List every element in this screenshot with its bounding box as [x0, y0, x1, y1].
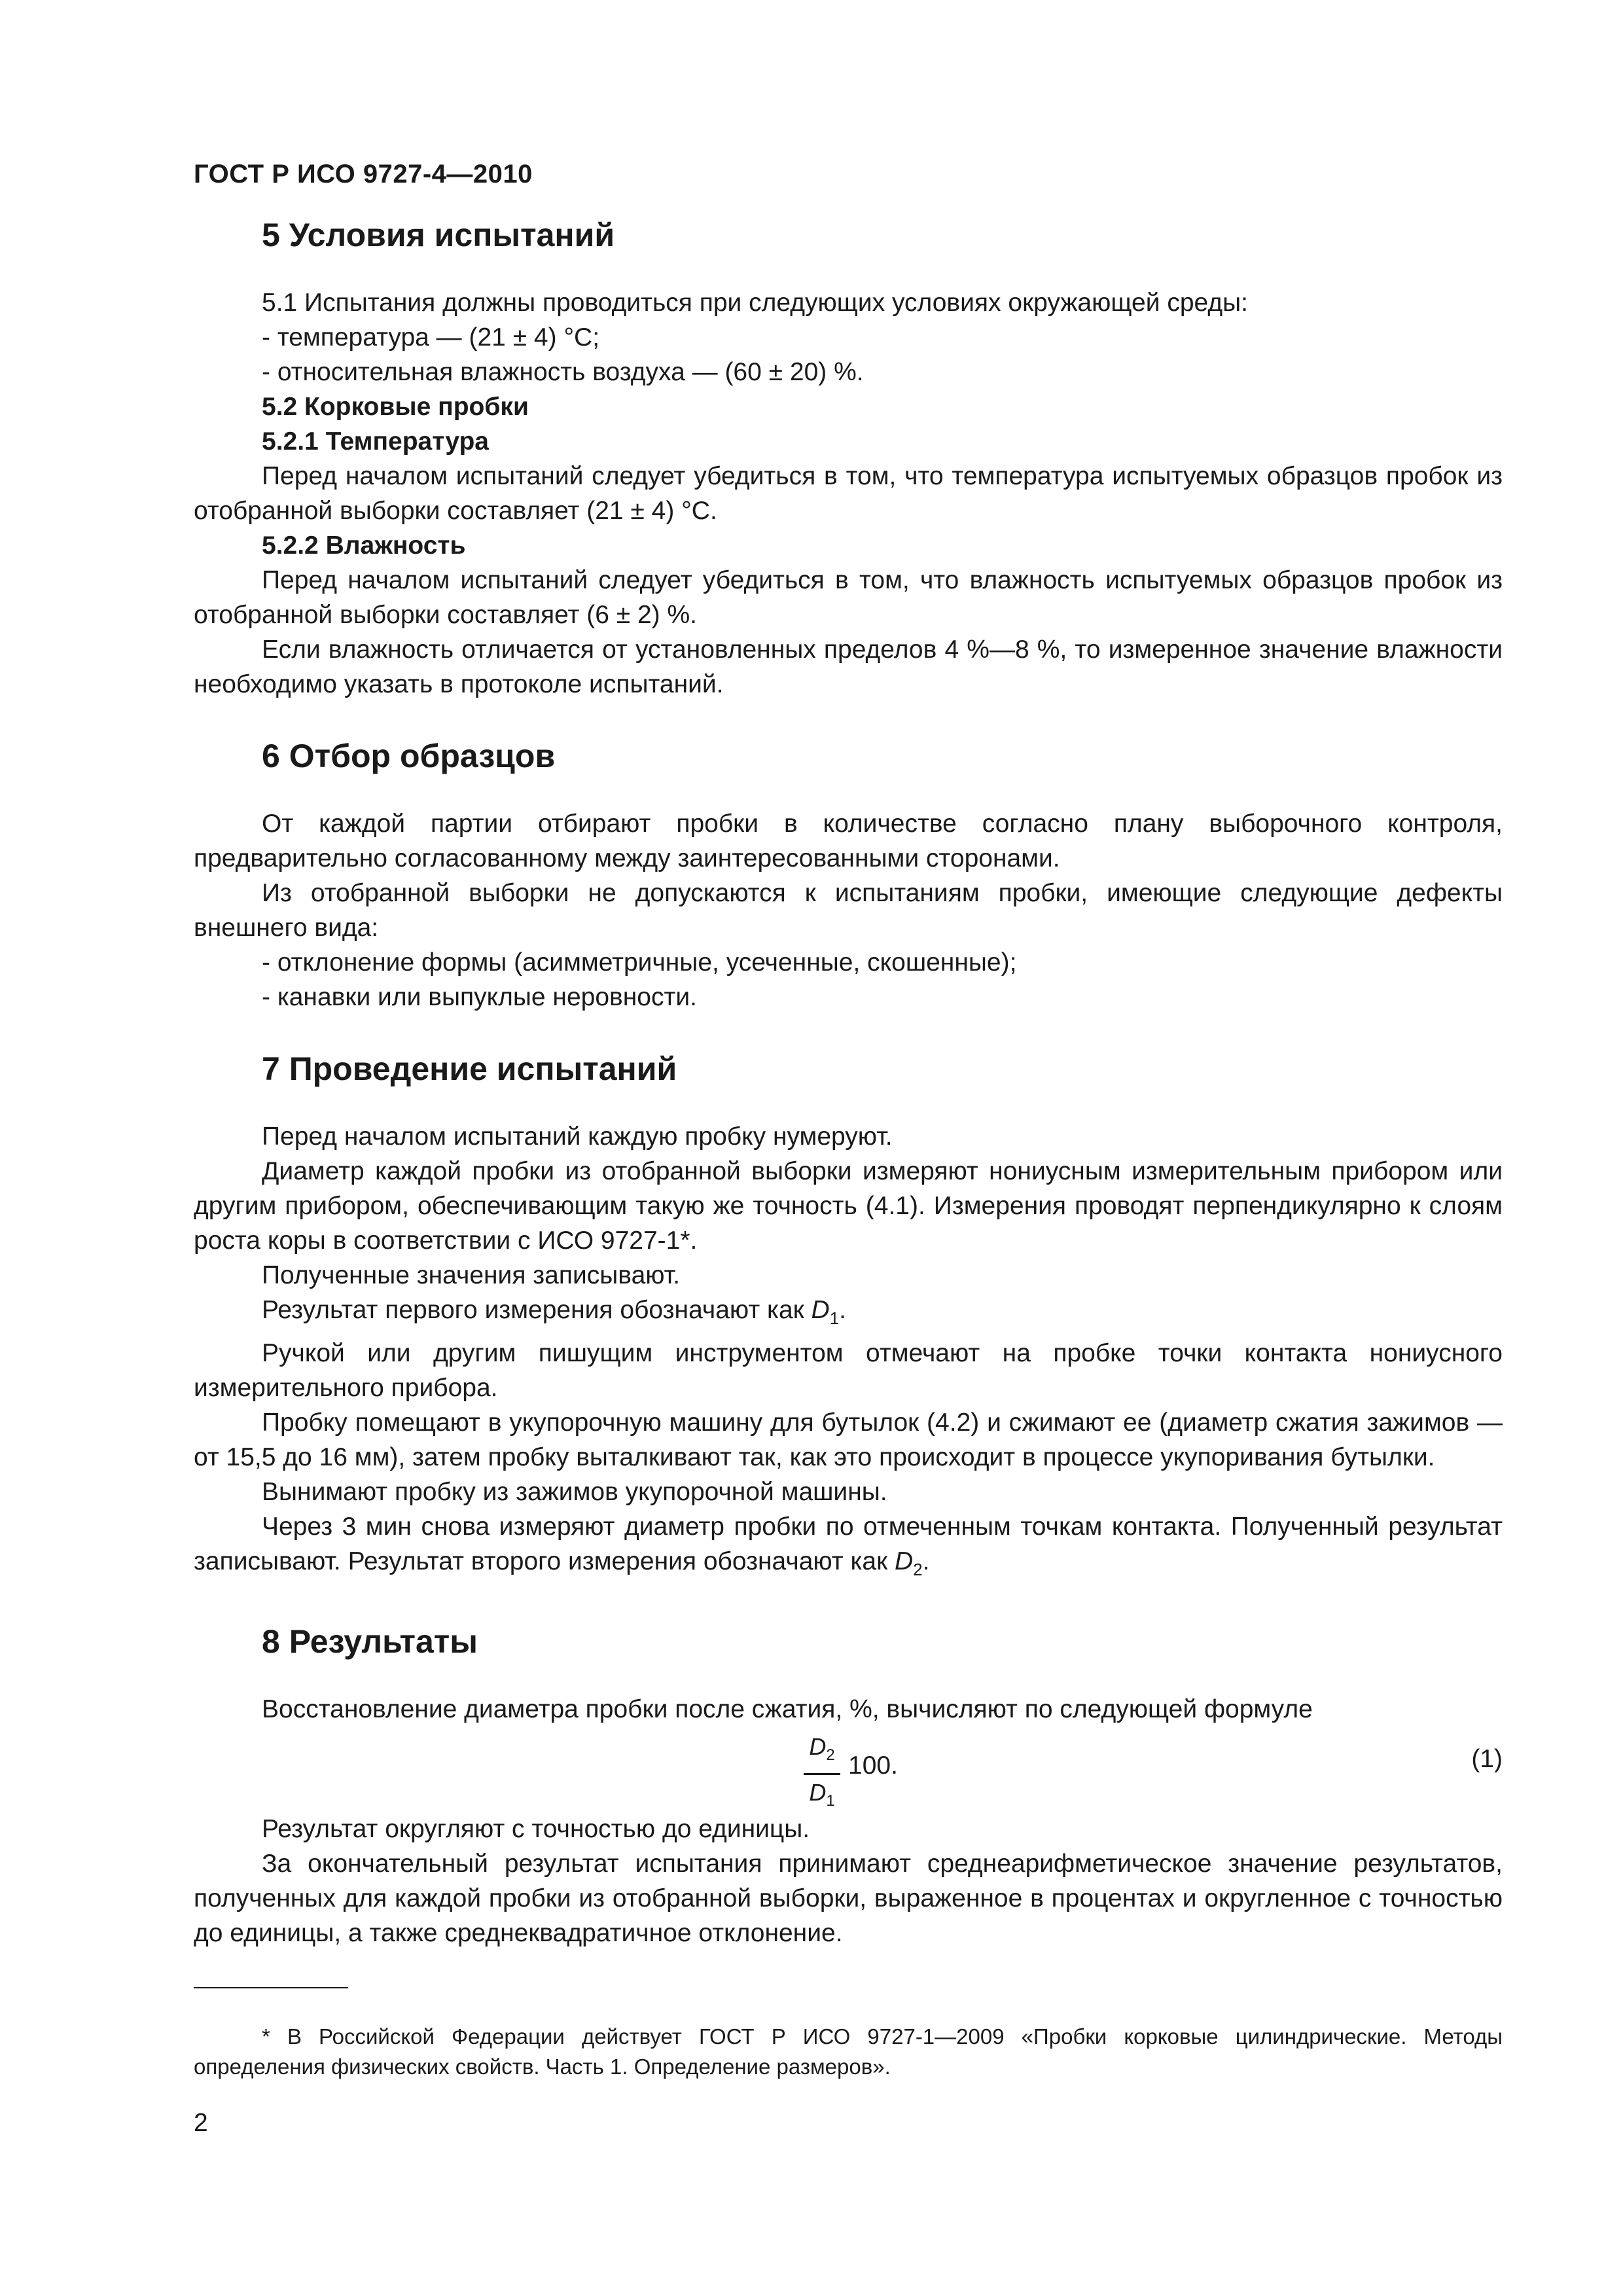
section-7-paragraph-7: Вынимают пробку из зажимов укупорочной машины.	[262, 1477, 887, 1506]
defect-list-item-grooves: - канавки или выпуклые неровности.	[262, 983, 697, 1011]
fraction-numerator: $D_2$	[809, 1732, 835, 1764]
footnote: * В Российской Федерации действует ГОСТ Р ИСО 9727-1—2009 «Пробки корковые цилиндрические. Методы определения физических свойств. Часть 1. Определение размеров».	[194, 2024, 1503, 2079]
defect-list-item-shape: - отклонение формы (асимметричные, усеченные, скошенные);	[262, 948, 1017, 977]
section-7-paragraph-5: Ручкой или другим пишущим инструментом отмечают на пробке точки контакта нониусного измерительного прибора.	[194, 1338, 1503, 1402]
section-8-paragraph-2: Результат округляют с точностью до единицы.	[262, 1814, 810, 1843]
section-8-title: 8 Результаты	[262, 1623, 478, 1660]
clause-5-2-heading: 5.2 Корковые пробки	[262, 393, 529, 421]
section-7-paragraph-2: Диаметр каждой пробки из отобранной выборки измеряют нониусным измерительным прибором или другим прибором, обеспечивающим такую же точность (4.1). Измерения проводят перпендикулярно к слоям роста коры в соответствии с ИСО 9727-1*.	[194, 1157, 1503, 1255]
section-6-paragraph-1: От каждой партии отбирают пробки в количестве согласно плану выборочного контроля, предварительно согласованному между заинтересованными сторонами.	[194, 810, 1503, 872]
list-item-humidity: - относительная влажность воздуха — (60 ± 20) %.	[262, 358, 864, 386]
fraction-bar	[804, 1773, 840, 1775]
clause-5-2-1-text: Перед началом испытаний следует убедиться в том, что температура испытуемых образцов пробок из отобранной выборки составляет (21 ± 4) °С.	[194, 462, 1503, 525]
clause-5-2-2-text-b: Если влажность отличается от установленных пределов 4 %—8 %, то измеренное значение влажности необходимо указать в протоколе испытаний.	[194, 636, 1503, 698]
list-item-temperature: - температура — (21 ± 4) °С;	[262, 323, 600, 351]
section-7-paragraph-3: Полученные значения записывают.	[262, 1261, 681, 1289]
clause-5-2-2-heading: 5.2.2 Влажность	[262, 531, 466, 560]
section-7-paragraph-6: Пробку помещают в укупорочную машину для бутылок (4.2) и сжимают ее (диаметр сжатия зажимов — от 15,5 до 16 мм), затем пробку выталкивают так, как это происходит в процессе укупоривания бутылки.	[194, 1408, 1503, 1471]
section-7-paragraph-4: Результат первого измерения обозначают как $D_1$.	[262, 1296, 847, 1328]
section-7-title: 7 Проведение испытаний	[262, 1050, 677, 1087]
fraction-denominator: $D_1$	[809, 1778, 835, 1810]
equation-number: (1)	[1471, 1744, 1503, 1773]
clause-5-1: 5.1 Испытания должны проводиться при следующих условиях окружающей среды:	[262, 289, 1248, 317]
clause-5-2-1-heading: 5.2.1 Температура	[262, 427, 490, 456]
section-8-paragraph-1: Восстановление диаметра пробки после сжатия, %, вычисляют по следующей формуле	[262, 1695, 1313, 1723]
clause-5-2-2-text-a: Перед началом испытаний следует убедиться в том, что влажность испытуемых образцов пробок из отобранной выборки составляет (6 ± 2) %.	[194, 566, 1503, 629]
formula-multiplier: 100.	[848, 1751, 898, 1780]
page-number: 2	[194, 2109, 208, 2137]
section-5-title: 5 Условия испытаний	[262, 217, 615, 253]
section-6-title: 6 Отбор образцов	[262, 738, 556, 774]
section-6-paragraph-2: Из отобранной выборки не допускаются к испытаниям пробки, имеющие следующие дефекты внешнего вида:	[194, 879, 1503, 942]
formula-fraction	[801, 1731, 843, 1818]
document-body	[194, 216, 1503, 1950]
formula-1	[194, 1731, 1503, 1809]
section-7-paragraph-8: Через 3 мин снова измеряют диаметр пробки по отмеченным точкам контакта. Полученный результат записывают. Результат второго измерения обозначают как $D_2$.	[194, 1512, 1503, 1579]
section-8-paragraph-3: За окончательный результат испытания принимают среднеарифметическое значение результатов, полученных для каждой пробки из отобранной выборки, выраженное в процентах и округленное с точностью до единицы, а также среднеквадратичное отклонение.	[194, 1849, 1503, 1947]
footnote-divider	[194, 1987, 348, 1988]
document-code-header: ГОСТ Р ИСО 9727-4—2010	[194, 160, 533, 188]
section-7-paragraph-1: Перед началом испытаний каждую пробку нумеруют.	[262, 1122, 893, 1151]
